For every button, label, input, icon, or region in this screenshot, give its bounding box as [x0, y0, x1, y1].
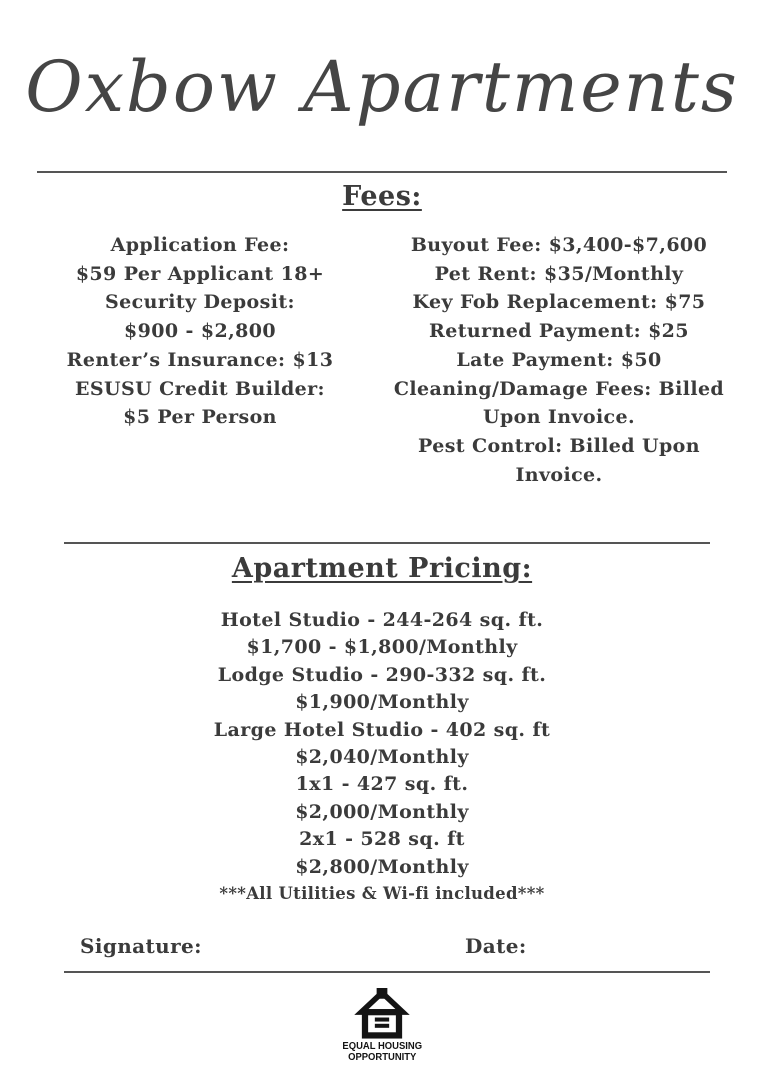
pricing-line: $2,000/Monthly: [295, 800, 469, 823]
fee-item: $900 - $2,800: [124, 320, 276, 343]
signature-label: Signature:: [80, 934, 202, 958]
equal-housing-text-line2: OPPORTUNITY: [347, 1051, 417, 1063]
pricing-line: Large Hotel Studio - 402 sq. ft: [213, 718, 551, 741]
signature-row: [0, 934, 764, 964]
fee-item: $5 Per Person: [123, 406, 277, 429]
pricing-heading-text: Apartment Pricing:: [231, 553, 533, 584]
pricing-line: Lodge Studio - 290-332 sq. ft.: [217, 663, 547, 686]
divider-bottom: [64, 971, 710, 973]
fees-left-column: [18, 231, 382, 432]
fees-heading-text: Fees:: [342, 181, 422, 212]
fee-item: Key Fob Replacement: $75: [412, 291, 706, 314]
equal-housing-text-line1: EQUAL HOUSING: [342, 1040, 422, 1052]
fee-item: Cleaning/Damage Fees: Billed Upon Invoice.: [393, 377, 725, 429]
fee-item: Buyout Fee: $3,400-$7,600: [410, 234, 708, 256]
fee-item: ESUSU Credit Builder:: [75, 377, 325, 400]
equal-housing-logo: [0, 988, 764, 1063]
pricing-heading: [0, 553, 764, 584]
fees-heading: [0, 181, 764, 212]
pricing-line: Hotel Studio - 244-264 sq. ft.: [220, 609, 544, 631]
fee-item: Returned Payment: $25: [429, 320, 689, 343]
pricing-line: $1,700 - $1,800/Monthly: [246, 636, 518, 659]
pricing-line: 2x1 - 528 sq. ft: [299, 828, 465, 851]
equal-housing-text: [342, 1041, 422, 1063]
date-label: Date:: [465, 934, 527, 958]
divider-middle: [64, 542, 710, 544]
page-title: Oxbow Apartments: [25, 46, 739, 128]
fee-item: Application Fee:: [110, 234, 290, 256]
pricing-line: $1,900/Monthly: [295, 691, 469, 714]
pricing-list: [0, 607, 764, 907]
fee-item: Renter’s Insurance: $13: [66, 348, 334, 371]
utilities-note: ***All Utilities & Wi-fi included***: [219, 884, 545, 904]
fee-item: Security Deposit:: [105, 291, 295, 314]
fees-right-column: [392, 231, 726, 489]
divider-top: [37, 171, 727, 173]
equal-housing-house-icon: [353, 988, 411, 1039]
fee-item: Pet Rent: $35/Monthly: [434, 262, 684, 285]
pricing-line: 1x1 - 427 sq. ft.: [295, 773, 469, 796]
pricing-line: $2,800/Monthly: [295, 855, 469, 878]
fee-item: $59 Per Applicant 18+: [75, 262, 325, 285]
fee-item: Late Payment: $50: [456, 348, 662, 371]
pricing-line: $2,040/Monthly: [295, 746, 469, 769]
fee-item: Pest Control: Billed Upon Invoice.: [418, 434, 700, 486]
